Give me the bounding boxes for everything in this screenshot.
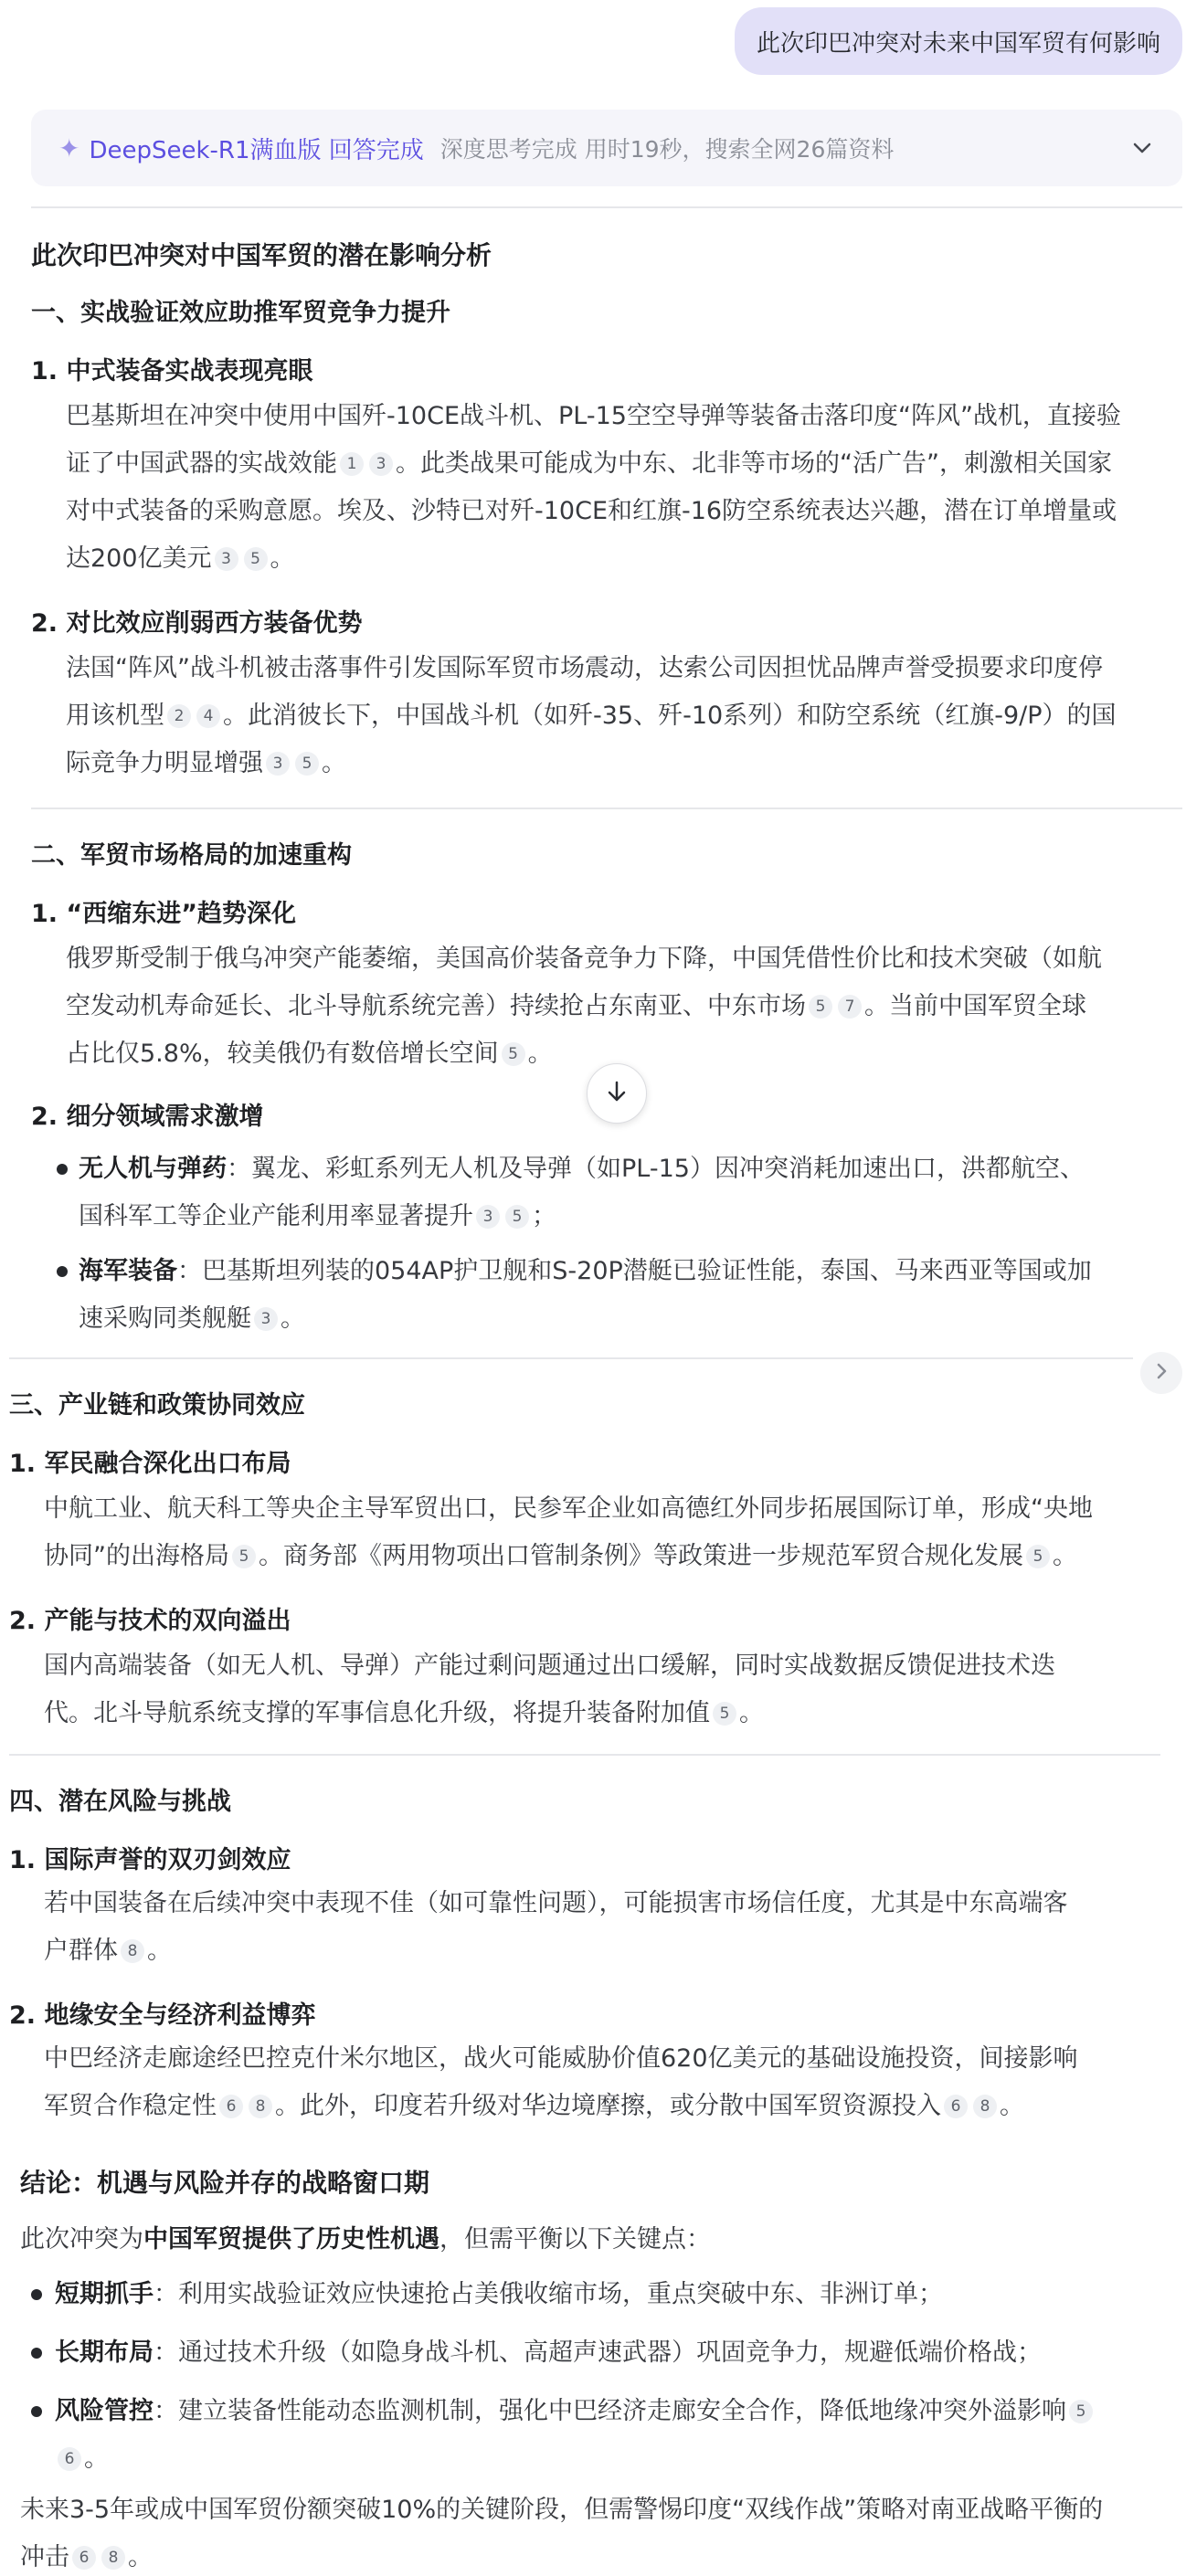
item-title: 军民融合深化出口布局: [44, 1450, 291, 1478]
citation-badge[interactable]: 8: [121, 1939, 144, 1963]
sparkle-icon: ✦: [58, 132, 80, 164]
item-number: 2.: [9, 1607, 37, 1635]
divider: [9, 1754, 1160, 1756]
citation-badge[interactable]: 3: [476, 1205, 500, 1229]
section-heading-3: 三、产业链和政策协同效应: [9, 1391, 305, 1420]
text-line: 无人机与弹药：翼龙、彩虹系列无人机及导弹（如PL-15）因冲突消耗加速出口，洪都航空、: [79, 1155, 1085, 1183]
s4-item1-body: [44, 1880, 1068, 1975]
citation-badge[interactable]: 6: [58, 2447, 81, 2471]
text-line: 此次冲突为中国军贸提供了历史性机遇，但需平衡以下关键点：: [20, 2225, 711, 2254]
section-heading-1: 一、实战验证效应助推军贸竞争力提升: [31, 299, 450, 327]
citation-badge[interactable]: 5: [713, 1702, 736, 1726]
text-line: 中航工业、航天科工等央企主导军贸出口，民参军企业如高德红外同步拓展国际订单，形成“央地: [44, 1494, 1093, 1523]
citation-badge[interactable]: 3: [215, 547, 238, 571]
text-line: 用该机型 2 4 。此消彼长下，中国战斗机（如歼-35、歼-10系列）和防空系统（红旗-9/P）的国: [66, 702, 1117, 730]
s1-item1-title: [31, 351, 312, 386]
citation-badge[interactable]: 5: [232, 1545, 256, 1568]
text-line: 达200亿美元 3 5 。: [66, 544, 295, 573]
citation-badge[interactable]: 7: [838, 995, 862, 1019]
chevron-down-icon[interactable]: [1124, 130, 1160, 166]
citation-badge[interactable]: 5: [1026, 1545, 1050, 1568]
text-line: 俄罗斯受制于俄乌冲突产能萎缩，美国高价装备竞争力下降，中国凭借性价比和技术突破（如航: [66, 945, 1102, 973]
conclusion-final: [20, 2486, 1103, 2576]
text-line: 际竞争力明显增强 3 5 。: [66, 749, 346, 777]
s3-item1-body: [44, 1485, 1093, 1580]
text-line: 户群体 8 。: [44, 1937, 172, 1965]
s2-bullet2: [79, 1248, 1092, 1343]
s2-item2-title: [31, 1096, 263, 1132]
bullet-dot: [57, 1164, 68, 1175]
s4-item1-title: [9, 1840, 291, 1875]
item-number: 2.: [9, 2001, 37, 2030]
bullet-dot: [57, 1266, 68, 1277]
text-line: 6 。: [55, 2435, 1096, 2483]
s1-item1-body: [66, 393, 1121, 583]
item-number: 1.: [9, 1846, 37, 1874]
text-line: 未来3-5年或成中国军贸份额突破10%的关键阶段，但需警惕印度“双线作战”策略对南亚战略平衡的: [20, 2496, 1104, 2524]
item-title: 产能与技术的双向溢出: [44, 1607, 291, 1635]
conclusion-bullet2: [55, 2329, 1042, 2377]
item-title: 地缘安全与经济利益博弈: [44, 2001, 316, 2030]
item-title: 对比效应削弱西方装备优势: [66, 609, 363, 638]
text-line: 空发动机寿命延长、北斗导航系统完善）持续抢占东南亚、中东市场 5 7 。当前中国军贸全球: [66, 992, 1086, 1020]
citation-badge[interactable]: 1: [340, 452, 364, 476]
text-line: 军贸合作稳定性 6 8 。此外，印度若升级对华边境摩擦，或分散中国军贸资源投入 6 8 。: [44, 2092, 1024, 2120]
side-panel-toggle[interactable]: [1140, 1352, 1182, 1394]
divider: [9, 1357, 1133, 1359]
divider: [31, 206, 1182, 208]
answer-title: 此次印巴冲突对中国军贸的潜在影响分析: [31, 240, 492, 270]
s2-item1-body: [66, 935, 1102, 1078]
item-number: 1.: [31, 357, 58, 385]
text-line: 长期布局：通过技术升级（如隐身战斗机、高超声速武器）巩固竞争力，规避低端价格战；: [55, 2338, 1042, 2367]
citation-badge[interactable]: 3: [369, 452, 393, 476]
citation-badge[interactable]: 6: [944, 2095, 968, 2118]
text-line: 冲击 6 8 。: [20, 2543, 153, 2571]
citation-badge[interactable]: 8: [249, 2095, 272, 2118]
text-line: 速采购同类舰艇 3 。: [79, 1304, 305, 1333]
item-number: 1.: [9, 1450, 37, 1478]
citation-badge[interactable]: 8: [101, 2546, 125, 2570]
s3-item1-title: [9, 1443, 291, 1479]
arrow-down-icon: [603, 1078, 630, 1109]
text-line: 对中式装备的采购意愿。埃及、沙特已对歼-10CE和红旗-16防空系统表达兴趣，潜在订单增量或: [66, 497, 1117, 525]
reasoning-status-bar[interactable]: [31, 110, 1182, 186]
citation-badge[interactable]: 5: [502, 1042, 525, 1066]
s1-item2-title: [31, 603, 362, 639]
s1-item2-body: [66, 645, 1117, 787]
text-line: 占比仅5.8%，较美俄仍有数倍增长空间 5 。: [66, 1040, 553, 1068]
section-heading-4: 四、潜在风险与挑战: [9, 1788, 231, 1816]
conclusion-intro: [20, 2216, 711, 2264]
item-number: 2.: [31, 609, 58, 638]
section-heading-2: 二、军贸市场格局的加速重构: [31, 841, 352, 870]
bullet-dot: [31, 2348, 42, 2359]
citation-badge[interactable]: 6: [219, 2095, 243, 2118]
citation-badge[interactable]: 5: [505, 1205, 529, 1229]
bullet-dot: [31, 2289, 42, 2300]
text-line: 代。北斗导航系统支撑的军事信息化升级，将提升装备附加值 5 。: [44, 1699, 764, 1727]
s4-item2-title: [9, 1995, 315, 2031]
model-status-label: DeepSeek-R1满血版 回答完成: [89, 136, 424, 164]
scroll-to-bottom-button[interactable]: [587, 1063, 647, 1124]
text-line: 中巴经济走廊途经巴控克什米尔地区，战火可能威胁价值620亿美元的基础设施投资，间接影响: [44, 2044, 1078, 2073]
citation-badge[interactable]: 5: [244, 547, 268, 571]
reasoning-meta: 深度思考完成 用时19秒，搜索全网26篇资料: [439, 136, 895, 163]
citation-badge[interactable]: 4: [196, 704, 220, 728]
citation-badge[interactable]: 3: [254, 1307, 278, 1331]
citation-badge[interactable]: 8: [973, 2095, 997, 2118]
conclusion-heading: 结论：机遇与风险并存的战略窗口期: [20, 2168, 430, 2198]
citation-badge[interactable]: 5: [295, 752, 319, 776]
text-line: 协同”的出海格局 5 。商务部《两用物项出口管制条例》等政策进一步规范军贸合规化发展 5 。: [44, 1542, 1077, 1570]
s2-bullet1: [79, 1145, 1085, 1240]
text-line: 证了中国武器的实战效能 1 3 。此类战果可能成为中东、北非等市场的“活广告”，刺激相关国家: [66, 449, 1112, 478]
citation-badge[interactable]: 6: [72, 2546, 96, 2570]
text-line: 国科军工等企业产能利用率显著提升 3 5 ；: [79, 1202, 556, 1230]
text-line: 短期抓手：利用实战验证效应快速抢占美俄收缩市场，重点突破中东、非洲订单；: [55, 2280, 943, 2308]
s3-item2-body: [44, 1642, 1055, 1737]
item-title: 中式装备实战表现亮眼: [66, 357, 313, 385]
item-number: 1.: [31, 900, 58, 928]
citation-badge[interactable]: 2: [167, 704, 191, 728]
item-title: “西缩东进”趋势深化: [66, 900, 296, 928]
text-line: 国内高端装备（如无人机、导弹）产能过剩问题通过出口缓解，同时实战数据反馈促进技术迭: [44, 1652, 1055, 1680]
citation-badge[interactable]: 5: [1069, 2400, 1093, 2423]
text-line: 巴基斯坦在冲突中使用中国歼-10CE战斗机、PL-15空空导弹等装备击落印度“阵风”战机，直接验: [66, 402, 1121, 430]
text-line: 法国“阵风”战斗机被击落事件引发国际军贸市场震动，达索公司因担忧品牌声誉受损要求印度停: [66, 654, 1103, 682]
text-line: 海军装备：巴基斯坦列装的054AP护卫舰和S-20P潜艇已验证性能，泰国、马来西亚等国或加: [79, 1257, 1092, 1285]
item-title: 细分领域需求激增: [66, 1103, 264, 1131]
text-line: 若中国装备在后续冲突中表现不佳（如可靠性问题），可能损害市场信任度，尤其是中东高端客: [44, 1889, 1068, 1917]
user-message-bubble: [735, 7, 1182, 75]
citation-badge[interactable]: 3: [266, 752, 290, 776]
user-message-text: 此次印巴冲突对未来中国军贸有何影响: [756, 29, 1160, 58]
item-number: 2.: [31, 1103, 58, 1131]
conclusion-bullet3: [55, 2388, 1096, 2483]
bullet-dot: [31, 2406, 42, 2417]
s3-item2-title: [9, 1600, 291, 1636]
s4-item2-body: [44, 2035, 1078, 2130]
text-line: 风险管控：建立装备性能动态监测机制，强化中巴经济走廊安全合作，降低地缘冲突外溢影响 5: [55, 2388, 1096, 2435]
divider: [31, 808, 1182, 809]
s2-item1-title: [31, 893, 296, 929]
citation-badge[interactable]: 5: [809, 995, 832, 1019]
chevron-right-icon: [1150, 1360, 1172, 1386]
conclusion-bullet1: [55, 2271, 943, 2318]
item-title: 国际声誉的双刃剑效应: [44, 1846, 291, 1874]
